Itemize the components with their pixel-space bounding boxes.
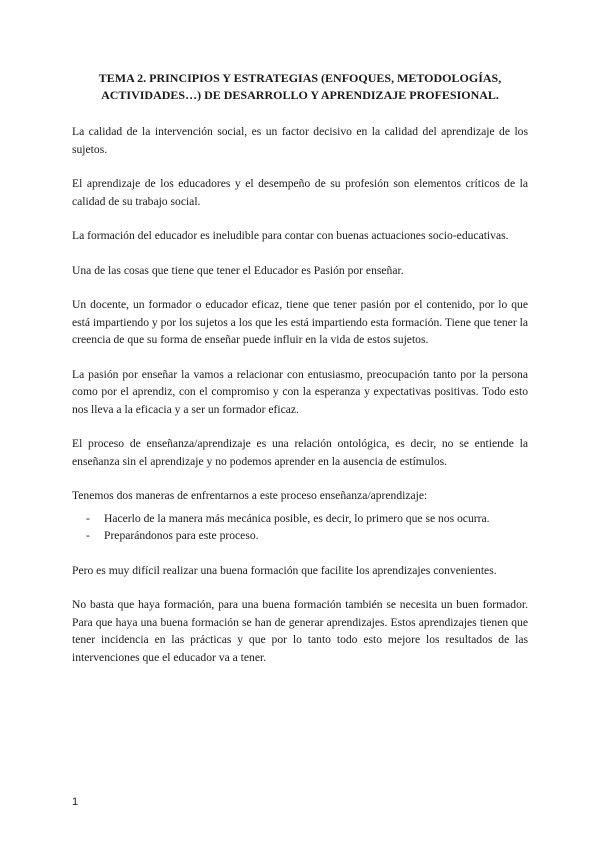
paragraph-aprendizaje-educadores: El aprendizaje de los educadores y el desempeño de su profesión son elementos críticos de la calidad de su trabajo social. [72,177,528,208]
paragraph-dificil: Pero es muy difícil realizar una buena formación que facilite los aprendizajes convenientes. [72,563,497,577]
paragraph-pasion-ensenar: La pasión por enseñar la vamos a relacionar con entusiasmo, preocupación tanto por la persona como por el aprendiz, con el compromiso y con la esperanza y expectativas positivas. Todo esto nos lleva a la eficacia y a ser un formador eficaz. [72,367,528,416]
paragraph-formacion-educador: La formación del educador es ineludible para contar con buenas actuaciones socio-educativas. [72,229,509,242]
list-bullet: - [86,529,90,542]
maneras-list [72,510,528,545]
document-page [72,70,528,683]
paragraph-calidad: La calidad de la intervención social, es un factor decisivo en la calidad del aprendizaje de los sujetos. [72,125,528,156]
list-item [72,527,528,545]
paragraph-docente-eficaz: Un docente, un formador o educador eficaz, tiene que tener pasión por el contenido, por lo que está impartiendo y por los sujetos a los que les está impartiendo esta formación. Tiene que tener la creencia de que su forma de enseñar puede influir en la vida de estos sujetos. [72,298,528,346]
paragraph-dos-maneras: Tenemos dos maneras de enfrentarnos a este proceso enseñanza/aprendizaje: [72,489,428,502]
paragraph-pasion: Una de las cosas que tiene que tener el Educador es Pasión por enseñar. [72,263,404,277]
list-item-text: Preparándonos para este proceso. [104,529,259,542]
paragraph-proceso-ensenanza: El proceso de enseñanza/aprendizaje es una relación ontológica, es decir, no se entiende la enseñanza sin el aprendizaje y no podemos aprender en la ausencia de estímulos. [72,437,528,468]
list-bullet: - [86,511,90,525]
page-number: 1 [72,796,79,808]
document-title: TEMA 2. PRINCIPIOS Y ESTRATEGIAS (ENFOQUES, METODOLOGÍAS, ACTIVIDADES…) DE DESARROLLO Y APRENDIZAJE PROFESIONAL. [98,71,502,102]
paragraph-no-basta: No basta que haya formación, para una buena formación también se necesita un buen formador. Para que haya una buena formación se han de generar aprendizajes. Estos aprendizajes tienen que tener incidencia en las prácticas y que por lo tanto todo esto mejore los resultados de las intervenciones que el educador va a tener. [72,598,528,664]
list-item [72,510,528,528]
list-item-text: Hacerlo de la manera más mecánica posible, es decir, lo primero que se nos ocurra. [104,511,490,525]
